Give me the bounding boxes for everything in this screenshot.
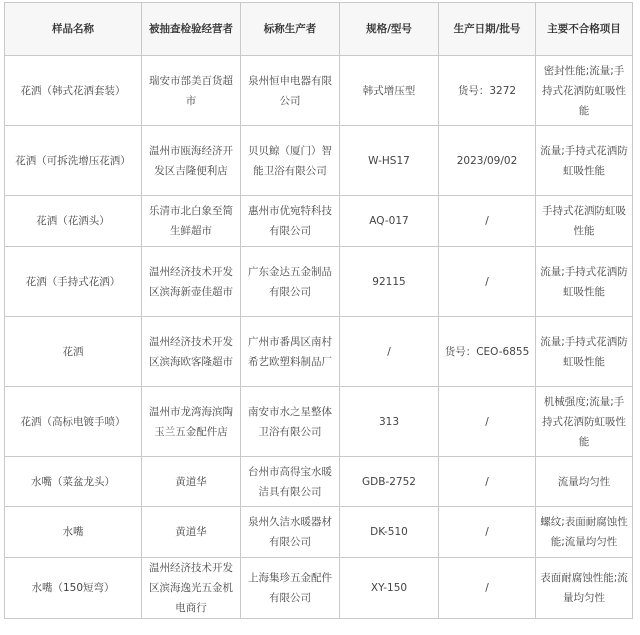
cell-operator: 瑞安市部美百货超市 bbox=[142, 56, 241, 126]
cell-operator: 温州市龙湾海滨陶玉兰五金配件店 bbox=[142, 387, 241, 457]
cell-sample-name: 水嘴（菜盆龙头） bbox=[5, 457, 142, 507]
cell-failed-items: 手持式花洒防虹吸性能 bbox=[536, 196, 633, 247]
cell-date-batch: 货号：3272 bbox=[439, 56, 536, 126]
table-header-row bbox=[5, 3, 633, 56]
table-row bbox=[5, 196, 633, 247]
cell-manufacturer: 广东金达五金制品有限公司 bbox=[241, 247, 340, 317]
cell-operator: 温州经济技术开发区滨海新壶佳超市 bbox=[142, 247, 241, 317]
cell-operator: 温州经济技术开发区滨海欧客隆超市 bbox=[142, 317, 241, 387]
cell-sample-name: 花洒 bbox=[5, 317, 142, 387]
header-operator: 被抽查检验经营者 bbox=[142, 3, 241, 56]
cell-date-batch: / bbox=[439, 247, 536, 317]
cell-sample-name: 花洒（韩式花洒套装） bbox=[5, 56, 142, 126]
table-row bbox=[5, 247, 633, 317]
cell-spec-model: 313 bbox=[340, 387, 439, 457]
cell-spec-model: W-HS17 bbox=[340, 126, 439, 196]
cell-date-batch: / bbox=[439, 507, 536, 558]
cell-operator: 黄道华 bbox=[142, 457, 241, 507]
cell-date-batch: 货号：CEO-6855 bbox=[439, 317, 536, 387]
cell-manufacturer: 南安市水之星整体卫浴有限公司 bbox=[241, 387, 340, 457]
header-manufacturer: 标称生产者 bbox=[241, 3, 340, 56]
table-row bbox=[5, 126, 633, 196]
cell-operator: 黄道华 bbox=[142, 507, 241, 558]
cell-sample-name: 花洒（手持式花洒） bbox=[5, 247, 142, 317]
cell-manufacturer: 广州市番禺区南村希艺欧塑料制品厂 bbox=[241, 317, 340, 387]
table-row bbox=[5, 457, 633, 507]
header-spec-model: 规格/型号 bbox=[340, 3, 439, 56]
cell-manufacturer: 贝贝鲸（厦门）智能卫浴有限公司 bbox=[241, 126, 340, 196]
cell-spec-model: DK-510 bbox=[340, 507, 439, 558]
cell-spec-model: XY-150 bbox=[340, 558, 439, 619]
table-row bbox=[5, 387, 633, 457]
cell-sample-name: 水嘴（150短弯） bbox=[5, 558, 142, 619]
cell-failed-items: 机械强度;流量;手持式花洒防虹吸性能 bbox=[536, 387, 633, 457]
inspection-results-table bbox=[4, 2, 633, 619]
header-failed-items: 主要不合格项目 bbox=[536, 3, 633, 56]
cell-failed-items: 密封性能;流量;手持式花洒防虹吸性能 bbox=[536, 56, 633, 126]
cell-manufacturer: 泉州久洁水暖器材有限公司 bbox=[241, 507, 340, 558]
table-row bbox=[5, 317, 633, 387]
cell-date-batch: / bbox=[439, 558, 536, 619]
table-row bbox=[5, 56, 633, 126]
header-sample-name: 样品名称 bbox=[5, 3, 142, 56]
table-row bbox=[5, 558, 633, 619]
cell-manufacturer: 上海集珍五金配件有限公司 bbox=[241, 558, 340, 619]
cell-operator: 温州市瓯海经济开发区吉隆便利店 bbox=[142, 126, 241, 196]
cell-manufacturer: 台州市高得宝水暖洁具有限公司 bbox=[241, 457, 340, 507]
cell-spec-model: GDB-2752 bbox=[340, 457, 439, 507]
cell-failed-items: 流量均匀性 bbox=[536, 457, 633, 507]
inspection-results-table-wrap bbox=[4, 2, 632, 619]
cell-spec-model: 92115 bbox=[340, 247, 439, 317]
cell-sample-name: 花洒（高标电镀手喷） bbox=[5, 387, 142, 457]
cell-failed-items: 流量;手持式花洒防虹吸性能 bbox=[536, 126, 633, 196]
cell-date-batch: / bbox=[439, 387, 536, 457]
cell-failed-items: 表面耐腐蚀性能;流量均匀性 bbox=[536, 558, 633, 619]
table-row bbox=[5, 507, 633, 558]
cell-spec-model: / bbox=[340, 317, 439, 387]
header-date-batch: 生产日期/批号 bbox=[439, 3, 536, 56]
cell-date-batch: / bbox=[439, 196, 536, 247]
cell-sample-name: 花洒（可拆洗增压花洒） bbox=[5, 126, 142, 196]
cell-sample-name: 水嘴 bbox=[5, 507, 142, 558]
cell-date-batch: / bbox=[439, 457, 536, 507]
cell-failed-items: 螺纹;表面耐腐蚀性能;流量均匀性 bbox=[536, 507, 633, 558]
cell-spec-model: AQ-017 bbox=[340, 196, 439, 247]
cell-operator: 温州经济技术开发区滨海逸光五金机电商行 bbox=[142, 558, 241, 619]
cell-failed-items: 流量;手持式花洒防虹吸性能 bbox=[536, 247, 633, 317]
cell-manufacturer: 泉州恒申电器有限公司 bbox=[241, 56, 340, 126]
cell-manufacturer: 惠州市优宛特科技有限公司 bbox=[241, 196, 340, 247]
cell-date-batch: 2023/09/02 bbox=[439, 126, 536, 196]
cell-operator: 乐清市北白象至简生鲜超市 bbox=[142, 196, 241, 247]
cell-failed-items: 流量;手持式花洒防虹吸性能 bbox=[536, 317, 633, 387]
cell-spec-model: 韩式增压型 bbox=[340, 56, 439, 126]
cell-sample-name: 花洒（花洒头） bbox=[5, 196, 142, 247]
